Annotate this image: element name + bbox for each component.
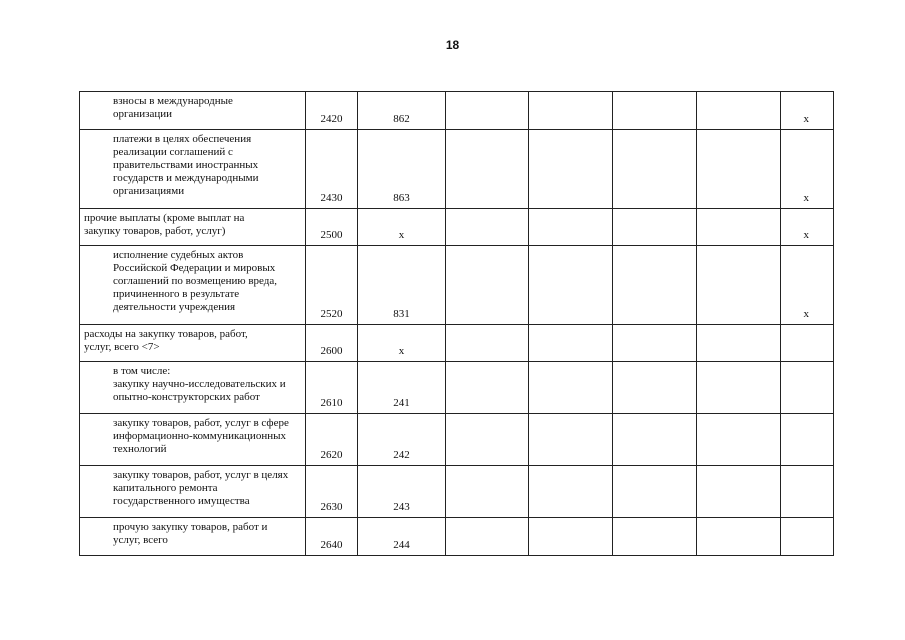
empty-cell [613,130,697,209]
row-last-mark [781,414,834,466]
table-row [80,246,834,325]
empty-cell [446,466,529,518]
table-row [80,209,834,246]
description-line: прочую закупку товаров, работ и [113,521,268,533]
row-kbk: 243 [358,466,446,518]
empty-cell [446,209,529,246]
empty-cell [529,518,613,556]
row-kbk: x [358,325,446,362]
empty-cell [697,130,781,209]
empty-cell [613,414,697,466]
empty-cell [697,325,781,362]
row-code: 2520 [306,246,358,325]
empty-cell [697,518,781,556]
budget-table [79,91,834,556]
row-description [80,518,306,556]
description-line: капитального ремонта [113,482,218,494]
description-line: услуг, всего <7> [84,341,160,353]
row-last-mark: x [781,209,834,246]
row-code: 2630 [306,466,358,518]
empty-cell [529,92,613,130]
row-kbk: 831 [358,246,446,325]
empty-cell [613,362,697,414]
row-kbk: 862 [358,92,446,130]
empty-cell [446,518,529,556]
row-kbk: x [358,209,446,246]
row-last-mark [781,466,834,518]
empty-cell [613,92,697,130]
description-line: расходы на закупку товаров, работ, [84,328,248,340]
description-line: платежи в целях обеспечения [113,133,252,145]
description-line: прочие выплаты (кроме выплат на [84,212,245,224]
empty-cell [446,414,529,466]
row-code: 2420 [306,92,358,130]
row-last-mark: x [781,130,834,209]
description-line: реализации соглашений с [113,146,233,158]
empty-cell [529,246,613,325]
empty-cell [446,246,529,325]
empty-cell [697,92,781,130]
row-description [80,246,306,325]
description-line: закупку научно-исследовательских и [113,378,286,390]
description-line: закупку товаров, работ, услуг) [84,225,226,237]
row-last-mark: x [781,246,834,325]
empty-cell [446,92,529,130]
table-row [80,92,834,130]
row-code: 2640 [306,518,358,556]
description-line: соглашений по возмещению вреда, [113,275,278,287]
empty-cell [529,466,613,518]
description-line: правительствами иностранных [113,159,259,171]
row-description [80,325,306,362]
empty-cell [446,325,529,362]
empty-cell [529,325,613,362]
empty-cell [529,209,613,246]
empty-cell [697,209,781,246]
description-line: Российской Федерации и мировых [113,262,276,274]
row-kbk: 241 [358,362,446,414]
row-kbk: 863 [358,130,446,209]
empty-cell [613,466,697,518]
row-description [80,130,306,209]
description-line: организации [113,108,173,120]
empty-cell [697,362,781,414]
description-line: исполнение судебных актов [113,249,244,261]
description-line: организациями [113,185,185,197]
description-line: причиненного в результате [113,288,240,300]
empty-cell [446,362,529,414]
row-last-mark [781,362,834,414]
table-row [80,466,834,518]
empty-cell [613,518,697,556]
empty-cell [613,209,697,246]
row-code: 2500 [306,209,358,246]
description-line: информационно-коммуникационных [113,430,286,442]
description-line: деятельности учреждения [113,301,236,313]
row-description [80,414,306,466]
empty-cell [613,246,697,325]
empty-cell [529,414,613,466]
row-description [80,362,306,414]
empty-cell [697,246,781,325]
table-row [80,325,834,362]
table-row [80,362,834,414]
row-code: 2610 [306,362,358,414]
row-kbk: 242 [358,414,446,466]
description-line: услуг, всего [113,534,168,546]
row-last-mark [781,325,834,362]
empty-cell [697,466,781,518]
row-description [80,466,306,518]
page-number: 18 [445,38,460,52]
description-line: технологий [113,443,167,455]
description-line: государственного имущества [113,495,250,507]
row-description [80,92,306,130]
empty-cell [613,325,697,362]
row-code: 2620 [306,414,358,466]
empty-cell [446,130,529,209]
description-line: взносы в международные [113,95,233,107]
empty-cell [529,130,613,209]
row-code: 2430 [306,130,358,209]
description-line: опытно-конструкторских работ [113,391,260,403]
description-line: закупку товаров, работ, услуг в целях [113,469,289,481]
table-row [80,130,834,209]
row-code: 2600 [306,325,358,362]
description-line: государств и международными [113,172,259,184]
row-kbk: 244 [358,518,446,556]
row-last-mark [781,518,834,556]
row-description [80,209,306,246]
table-row [80,414,834,466]
row-last-mark: x [781,92,834,130]
description-line: в том числе: [113,365,171,377]
empty-cell [529,362,613,414]
table-row [80,518,834,556]
empty-cell [697,414,781,466]
description-line: закупку товаров, работ, услуг в сфере [113,417,289,429]
